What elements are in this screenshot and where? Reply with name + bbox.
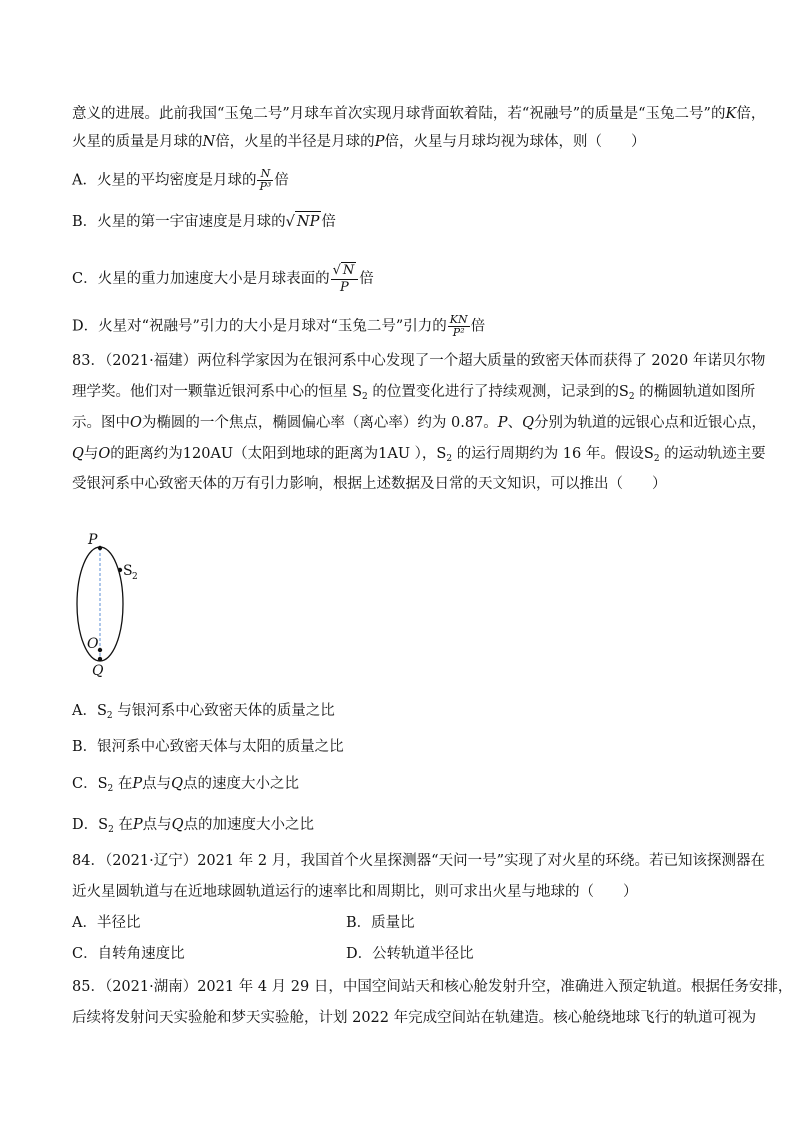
- subscript: 2: [108, 825, 114, 835]
- var-p: P: [132, 817, 143, 833]
- q83-option-b: [72, 737, 344, 757]
- q83-text: 的位置变化进行了持续观测，记录到的S: [367, 384, 629, 400]
- q84-text: 近火星圆轨道与在近地球圆轨道运行的速率比和周期比，则可求出火星与地球的（ ）: [72, 884, 638, 900]
- var-o: O: [98, 446, 111, 462]
- label-o: O: [87, 636, 99, 652]
- var-o: O: [130, 415, 142, 431]
- subscript: 2: [446, 454, 453, 464]
- option-text: A．火星的平均密度是月球的: [72, 172, 257, 189]
- q83-option-a: [72, 701, 335, 726]
- var-n: N: [202, 134, 216, 150]
- q84-option-b: B．质量比: [346, 915, 415, 931]
- label-q: Q: [92, 663, 104, 678]
- intro-line-1: [72, 104, 765, 124]
- option-text: D．火星对“祝融号”引力的大小是月球对“玉兔二号”引力的: [72, 318, 447, 335]
- q83-text: 83．（2021·福建）两位科学家因为在银河系中心发现了一个超大质量的致密天体而获得了 2020 年诺贝尔物: [72, 353, 766, 369]
- q83-line-4: [72, 444, 766, 469]
- q84-line-2: [72, 882, 638, 902]
- intro-text: 倍，火星与月球均视为球体，则（ ）: [384, 134, 646, 150]
- option-text: 点的速度大小之比: [183, 776, 300, 792]
- subscript: 2: [106, 711, 113, 721]
- fraction: [257, 168, 273, 193]
- q83-line-1: [72, 351, 765, 371]
- option-suffix: 倍: [470, 318, 486, 335]
- option-text: 点与: [142, 817, 172, 833]
- q83-text: 的运行周期约为 16 年。假设S: [452, 446, 654, 462]
- label-p: P: [88, 532, 98, 548]
- q83-text: 的运动轨迹主要: [659, 446, 766, 462]
- q83-option-c: [72, 774, 299, 799]
- q83-line-3: [72, 413, 766, 433]
- q82-option-b: [72, 211, 336, 232]
- var-q: Q: [522, 415, 534, 431]
- option-text: C．S: [72, 776, 108, 792]
- q82-option-d: [72, 314, 485, 339]
- q83-text: 的椭圆轨道如图所: [634, 384, 756, 400]
- point-s2-dot: [118, 568, 122, 572]
- q82-option-a: [72, 168, 289, 193]
- point-q-dot: [98, 657, 102, 661]
- q84-option-d: D．公转轨道半径比: [346, 946, 474, 962]
- radicand: NP: [295, 211, 321, 232]
- option-suffix: 倍: [359, 271, 374, 287]
- option-text: B．银河系中心致密天体与太阳的质量之比: [72, 739, 344, 755]
- subscript: 2: [362, 392, 368, 402]
- q85-line-2: [72, 1008, 756, 1028]
- q83-text: 与: [83, 446, 99, 462]
- denominator: P: [340, 280, 349, 295]
- point-p-dot: [98, 546, 102, 550]
- var-q: Q: [171, 817, 184, 833]
- var-p: P: [497, 415, 508, 431]
- fraction: [331, 262, 359, 296]
- label-s: S: [123, 563, 133, 579]
- sqrt-sign: √: [332, 263, 341, 278]
- numerator: [331, 262, 359, 280]
- denominator: P²: [452, 326, 465, 339]
- q85-text: 后续将发射问天实验舱和梦天实验舱，计划 2022 年完成空间站在轨建造。核心舱绕地球飞行的轨道可视为: [72, 1010, 757, 1026]
- intro-text: 意义的进展。此前我国“玉兔二号”月球车首次实现月球背面软着陆，若“祝融号”的质量是“玉兔二号”的: [72, 106, 726, 122]
- q83-text: 、: [507, 415, 523, 431]
- var-k: K: [725, 106, 737, 122]
- q84-option-a: A．半径比: [72, 915, 141, 931]
- option-text: 点的加速度大小之比: [183, 817, 315, 833]
- intro-text: 火星的质量是月球的: [72, 134, 203, 150]
- option-text: 在: [113, 817, 133, 833]
- subscript: 2: [653, 454, 660, 464]
- subscript: 2: [107, 784, 114, 794]
- label-s-sub: 2: [132, 572, 138, 582]
- denominator: P³: [259, 180, 272, 193]
- option-text: 点与: [142, 776, 172, 792]
- fraction: [448, 314, 470, 339]
- option-text: 在: [113, 776, 133, 792]
- q83-text: 受银河系中心致密天体的万有引力影响，根据上述数据及日常的天文知识，可以推出（ ）: [72, 476, 667, 492]
- intro-text-end: 倍，: [736, 106, 766, 122]
- q83-option-d: [72, 815, 314, 840]
- var-q: Q: [171, 776, 184, 792]
- q83-text: 的距离约为120AU（太阳到地球的距离为1AU ），S: [110, 446, 447, 462]
- q83-text: 分别为轨道的远银心点和近银心点，: [533, 415, 766, 431]
- subscript: 2: [628, 392, 635, 402]
- q85-line-1: [72, 977, 792, 997]
- var-p: P: [132, 776, 143, 792]
- orbit-figure: [68, 528, 158, 678]
- q85-text: 85．（2021·湖南）2021 年 4 月 29 日，中国空间站天和核心舱发射升空，准确进入预定轨道。根据任务安排，: [72, 979, 793, 995]
- option-suffix: 倍: [321, 214, 336, 230]
- q83-line-2: [72, 382, 755, 407]
- q83-text: 为椭圆的一个焦点，椭圆偏心率（离心率）约为 0.87。: [141, 415, 498, 431]
- q83-text: 理学奖。他们对一颗靠近银河系中心的恒星 S: [72, 384, 363, 400]
- var-p: P: [374, 134, 385, 150]
- intro-line-2: [72, 132, 645, 152]
- q84-text: 84．（2021·辽宁）2021 年 2 月，我国首个火星探测器“天问一号”实现了对火星的环绕。若已知该探测器在: [72, 853, 765, 869]
- numerator: KN: [449, 313, 468, 326]
- radicand: N: [342, 263, 355, 278]
- q82-option-c: [72, 262, 374, 296]
- q84-line-1: [72, 851, 765, 871]
- q84-option-c: C．自转角速度比: [72, 946, 185, 962]
- intro-text: 倍，火星的半径是月球的: [215, 134, 375, 150]
- var-q: Q: [72, 446, 84, 462]
- q83-text: 示。图中: [72, 415, 130, 431]
- option-text: 与银河系中心致密天体的质量之比: [112, 703, 335, 719]
- option-suffix: 倍: [274, 172, 289, 189]
- option-text: A．S: [72, 703, 107, 719]
- sqrt-sign: √: [285, 214, 295, 230]
- option-text: B．火星的第一宇宙速度是月球的: [72, 214, 286, 230]
- option-text: C．火星的重力加速度大小是月球表面的: [72, 271, 330, 287]
- q83-line-5: [72, 474, 667, 494]
- numerator: N: [257, 168, 273, 181]
- option-text: D．S: [72, 817, 109, 833]
